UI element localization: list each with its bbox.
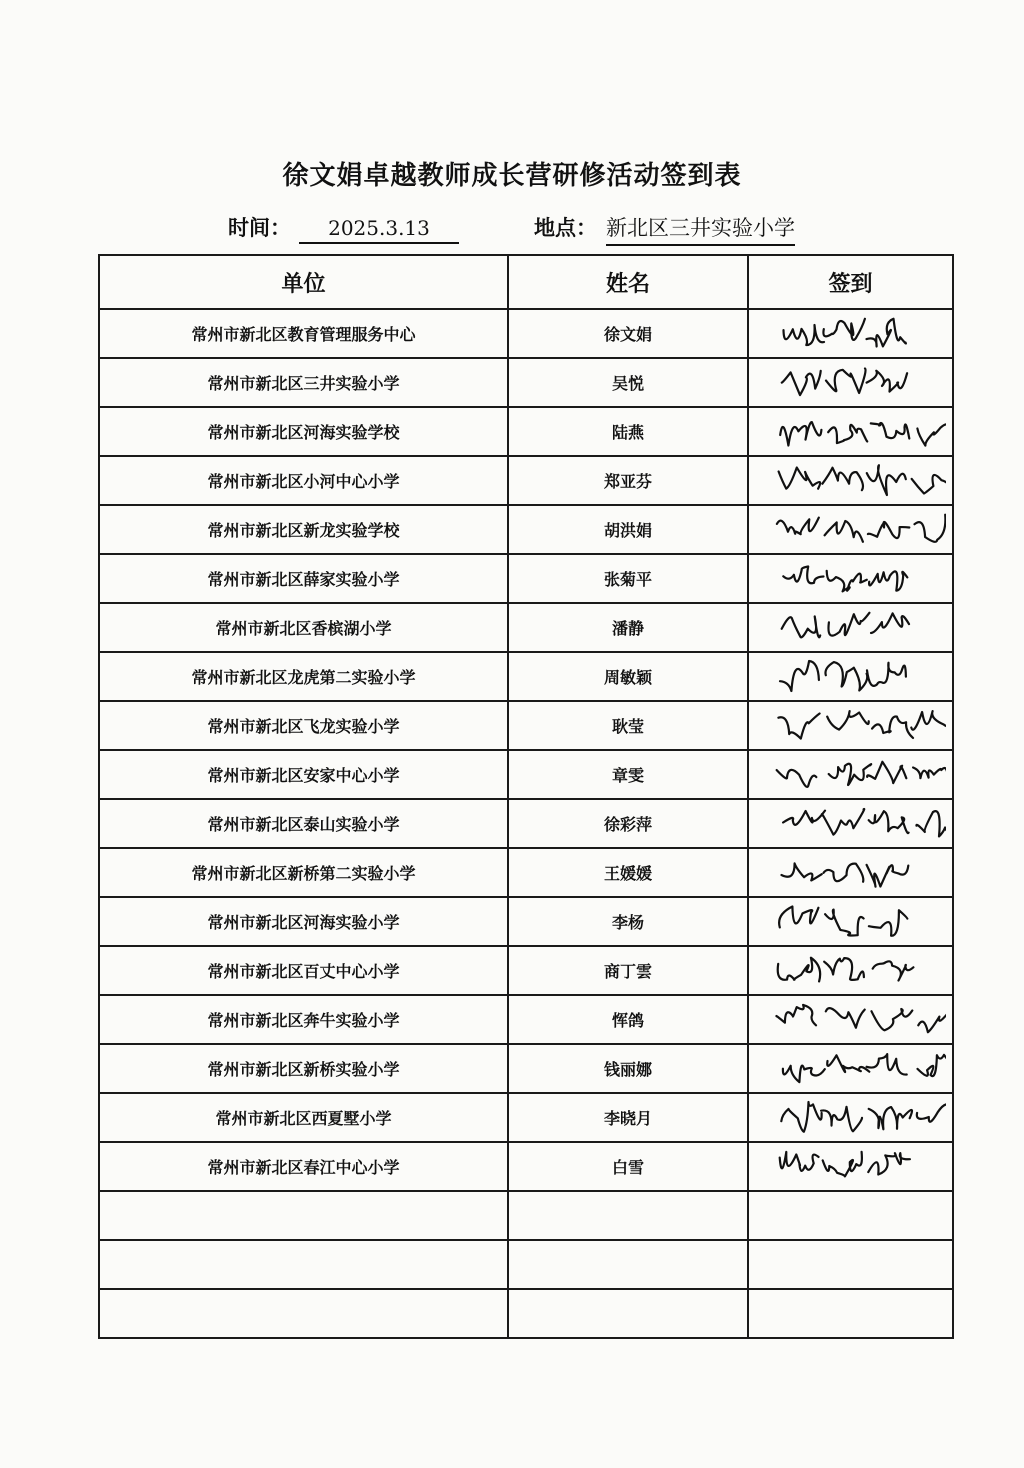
table-row <box>99 554 953 603</box>
handwritten-signature <box>756 459 946 503</box>
table-row <box>99 946 953 995</box>
signature-stroke <box>782 1053 945 1082</box>
name-cell: 潘静 <box>508 603 748 652</box>
name-cell: 吴悦 <box>508 358 748 407</box>
name-cell: 耿莹 <box>508 701 748 750</box>
name-cell: 郑亚芬 <box>508 456 748 505</box>
signature-cell <box>748 995 953 1044</box>
unit-cell: 常州市新北区西夏墅小学 <box>99 1093 508 1142</box>
unit-cell: 常州市新北区飞龙实验小学 <box>99 701 508 750</box>
table-row <box>99 309 953 358</box>
table-row <box>99 407 953 456</box>
signature-cell <box>748 309 953 358</box>
table-row <box>99 456 953 505</box>
name-cell: 王媛媛 <box>508 848 748 897</box>
signature-cell <box>748 603 953 652</box>
header-row <box>99 255 953 309</box>
name-cell: 章雯 <box>508 750 748 799</box>
handwritten-signature <box>756 851 946 895</box>
sign-in-table <box>98 254 954 1339</box>
table-row <box>99 1044 953 1093</box>
name-cell: 李杨 <box>508 897 748 946</box>
name-cell: 徐文娟 <box>508 309 748 358</box>
unit-cell: 常州市新北区河海实验学校 <box>99 407 508 456</box>
table-row <box>99 799 953 848</box>
signature-cell <box>748 750 953 799</box>
signature-cell <box>748 1289 953 1338</box>
table-row <box>99 1142 953 1191</box>
handwritten-signature <box>756 998 946 1042</box>
signature-stroke <box>778 711 946 739</box>
sheet-title: 徐文娟卓越教师成长营研修活动签到表 <box>282 161 742 191</box>
signature-cell <box>748 946 953 995</box>
handwritten-signature <box>756 1096 946 1140</box>
sheet-meta <box>228 212 795 246</box>
name-cell <box>508 1289 748 1338</box>
handwritten-signature <box>756 557 946 601</box>
unit-cell: 常州市新北区泰山实验小学 <box>99 799 508 848</box>
handwritten-signature <box>756 753 946 797</box>
unit-cell: 常州市新北区三井实验小学 <box>99 358 508 407</box>
table-row <box>99 750 953 799</box>
handwritten-signature <box>756 802 946 846</box>
name-cell <box>508 1191 748 1240</box>
unit-cell: 常州市新北区新桥第二实验小学 <box>99 848 508 897</box>
unit-cell: 常州市新北区奔牛实验小学 <box>99 995 508 1044</box>
unit-cell <box>99 1240 508 1289</box>
signature-stroke <box>781 612 908 637</box>
name-cell: 徐彩萍 <box>508 799 748 848</box>
handwritten-signature <box>756 655 946 699</box>
table-row <box>99 1289 953 1338</box>
unit-cell: 常州市新北区新桥实验小学 <box>99 1044 508 1093</box>
table-row <box>99 1191 953 1240</box>
signature-cell <box>748 1044 953 1093</box>
date-value: 2025.3.13 <box>299 216 459 244</box>
signature-stroke <box>780 661 906 691</box>
signature-cell <box>748 897 953 946</box>
unit-cell: 常州市新北区小河中心小学 <box>99 456 508 505</box>
signature-stroke <box>781 863 908 886</box>
name-cell: 钱丽娜 <box>508 1044 748 1093</box>
name-cell: 周敏颖 <box>508 652 748 701</box>
signature-stroke <box>777 957 913 981</box>
name-cell <box>508 1240 748 1289</box>
handwritten-signature <box>756 900 946 944</box>
table-row <box>99 603 953 652</box>
signature-cell <box>748 1240 953 1289</box>
signature-cell <box>748 848 953 897</box>
signature-stroke <box>779 906 907 935</box>
signature-stroke <box>781 368 906 395</box>
signature-cell <box>748 1191 953 1240</box>
signature-cell <box>748 505 953 554</box>
table-row <box>99 505 953 554</box>
signature-stroke <box>780 416 946 445</box>
unit-cell: 常州市新北区香槟湖小学 <box>99 603 508 652</box>
signature-stroke <box>783 566 907 591</box>
handwritten-signature <box>756 606 946 650</box>
name-cell: 白雪 <box>508 1142 748 1191</box>
table-row <box>99 1093 953 1142</box>
signature-stroke <box>781 1102 946 1132</box>
handwritten-signature <box>756 312 946 356</box>
handwritten-signature <box>756 361 946 405</box>
table-row <box>99 897 953 946</box>
unit-cell <box>99 1289 508 1338</box>
signature-cell <box>748 358 953 407</box>
table-row <box>99 358 953 407</box>
signature-stroke <box>783 318 905 346</box>
signature-cell <box>748 456 953 505</box>
unit-cell: 常州市新北区春江中心小学 <box>99 1142 508 1191</box>
signature-stroke <box>776 761 945 786</box>
name-cell: 恽鸽 <box>508 995 748 1044</box>
unit-cell: 常州市新北区薛家实验小学 <box>99 554 508 603</box>
name-cell: 李晓月 <box>508 1093 748 1142</box>
signature-stroke <box>776 1004 946 1031</box>
handwritten-signature <box>756 704 946 748</box>
unit-cell: 常州市新北区龙虎第二实验小学 <box>99 652 508 701</box>
signature-stroke <box>778 465 945 495</box>
column-header-unit: 单位 <box>99 255 508 309</box>
signature-cell <box>748 407 953 456</box>
name-cell: 商丁雲 <box>508 946 748 995</box>
signature-cell <box>748 1142 953 1191</box>
unit-cell: 常州市新北区新龙实验学校 <box>99 505 508 554</box>
signature-cell <box>748 799 953 848</box>
handwritten-signature <box>756 1047 946 1091</box>
signature-cell <box>748 652 953 701</box>
unit-cell: 常州市新北区百丈中心小学 <box>99 946 508 995</box>
table-row <box>99 995 953 1044</box>
location-label: 地点： <box>534 216 597 240</box>
name-cell: 胡洪娟 <box>508 505 748 554</box>
signature-cell <box>748 1093 953 1142</box>
signature-cell <box>748 701 953 750</box>
handwritten-signature <box>756 508 946 552</box>
table-row <box>99 1240 953 1289</box>
handwritten-signature <box>756 410 946 454</box>
table-row <box>99 848 953 897</box>
time-label: 时间： <box>228 216 291 240</box>
signature-stroke <box>776 514 945 541</box>
table-row <box>99 701 953 750</box>
unit-cell: 常州市新北区教育管理服务中心 <box>99 309 508 358</box>
column-header-sign: 签到 <box>748 255 953 309</box>
signature-stroke <box>779 1151 909 1176</box>
table-row <box>99 652 953 701</box>
column-header-name: 姓名 <box>508 255 748 309</box>
signature-stroke <box>783 808 946 835</box>
location-value: 新北区三井实验小学 <box>606 212 795 246</box>
handwritten-signature <box>756 1145 946 1189</box>
unit-cell: 常州市新北区河海实验小学 <box>99 897 508 946</box>
unit-cell: 常州市新北区安家中心小学 <box>99 750 508 799</box>
signature-cell <box>748 554 953 603</box>
handwritten-signature <box>756 949 946 993</box>
name-cell: 陆燕 <box>508 407 748 456</box>
name-cell: 张菊平 <box>508 554 748 603</box>
unit-cell <box>99 1191 508 1240</box>
